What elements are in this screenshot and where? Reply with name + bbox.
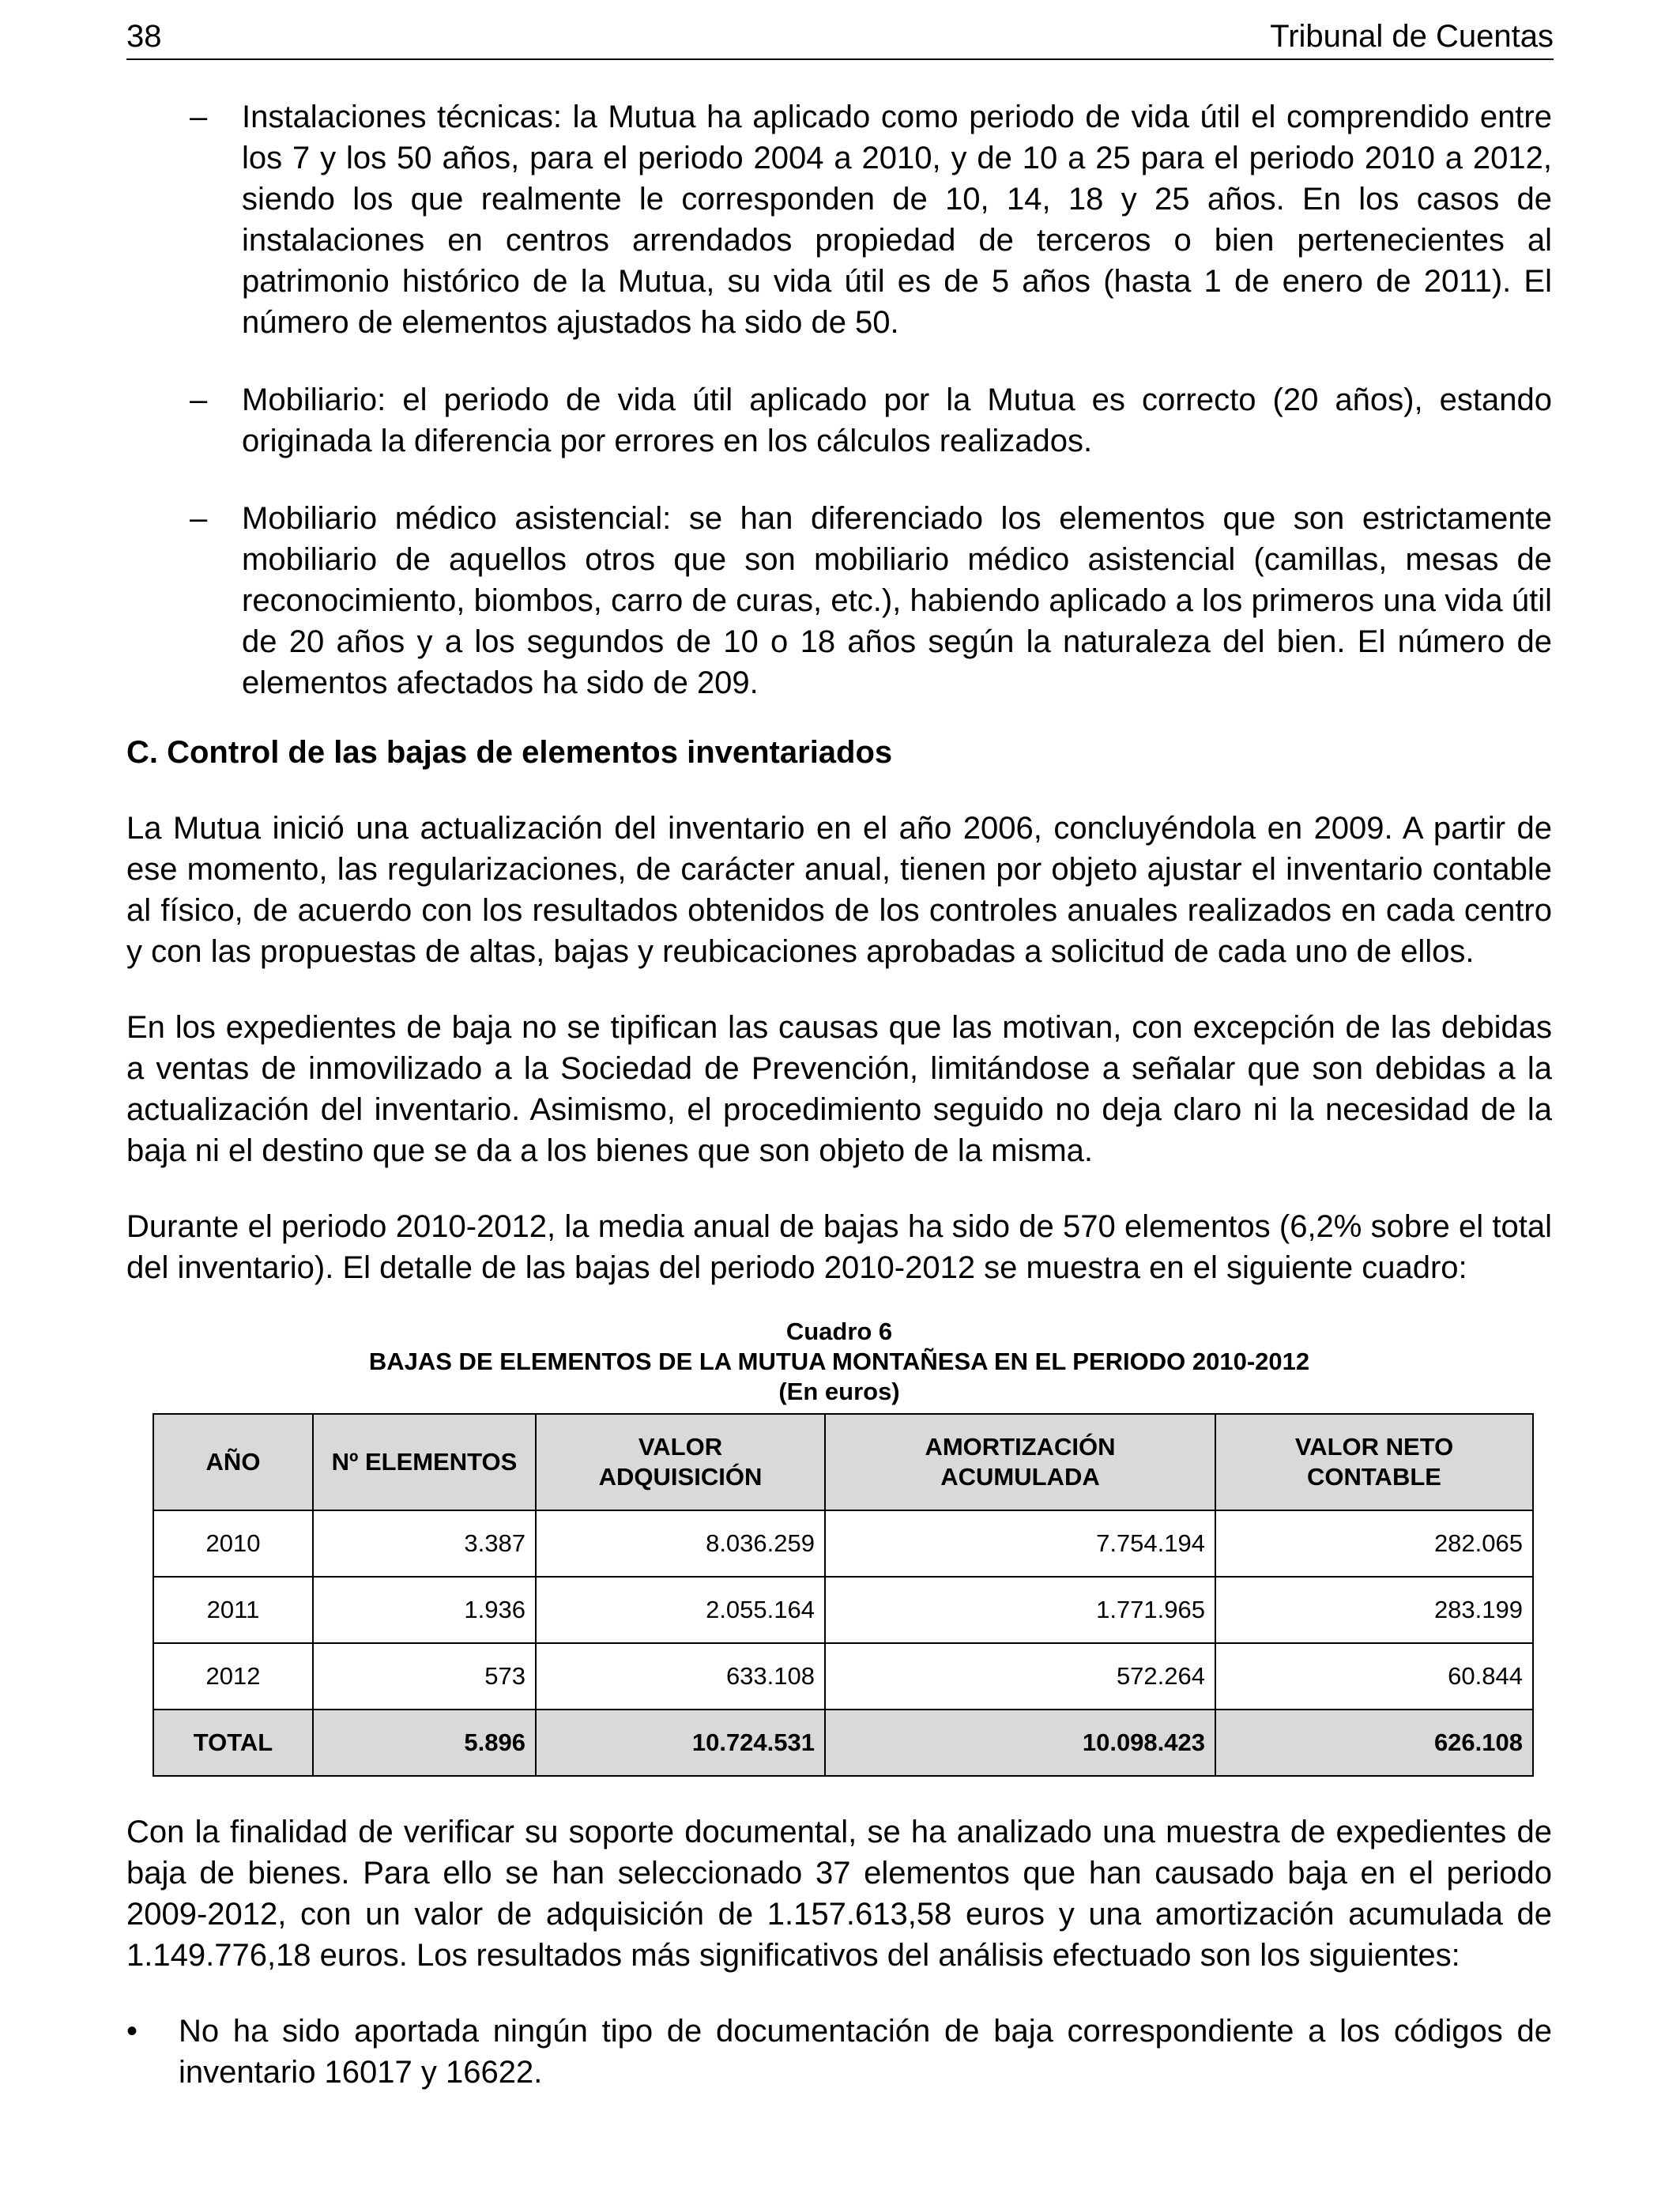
dash-list-item: [126, 379, 1552, 462]
header-amortization: AMORTIZACIÓN ACUMULADA: [825, 1414, 1215, 1510]
cell-acquisition: 8.036.259: [536, 1510, 825, 1577]
cell-year: 2010: [153, 1510, 313, 1577]
cell-amortization: 572.264: [825, 1643, 1215, 1710]
cell-total-label: TOTAL: [153, 1710, 313, 1776]
bajas-table: [153, 1413, 1534, 1777]
table-header-row: [153, 1414, 1533, 1510]
cell-year: 2011: [153, 1577, 313, 1643]
dash-list-item: [126, 498, 1552, 703]
table-row: [153, 1643, 1533, 1710]
header-elements: Nº ELEMENTOS: [313, 1414, 536, 1510]
bullet-marker: •: [126, 2014, 138, 2049]
dash-marker: –: [190, 501, 208, 536]
bullet-item-text: No ha sido aportada ningún tipo de documentación de baja correspondiente a los códigos de inventario 16017 y 16622.: [179, 2014, 1552, 2090]
dash-item-text: Mobiliario médico asistencial: se han diferenciado los elementos que son estrictamente mobiliario de aquellos otros que son mobiliario médico asistencial (camillas, mesas de reconocimiento, biombos, carro de curas, etc.), habiendo aplicado a los primeros una vida útil de 20 años y a los segundos de 10 o 18 años según la naturaleza del bien. El número de elementos afectados ha sido de 209.: [242, 501, 1552, 700]
cell-elements: 1.936: [313, 1577, 536, 1643]
table-total-row: [153, 1710, 1533, 1776]
cell-net-value: 283.199: [1215, 1577, 1533, 1643]
cell-acquisition: 633.108: [536, 1643, 825, 1710]
header-acquisition: VALOR ADQUISICIÓN: [536, 1414, 825, 1510]
cell-total-amortization: 10.098.423: [825, 1710, 1215, 1776]
cell-elements: 3.387: [313, 1510, 536, 1577]
page-header: [126, 17, 1554, 60]
page-number: 38: [126, 19, 162, 54]
dash-marker: –: [190, 100, 208, 134]
publisher-name: Tribunal de Cuentas: [1270, 19, 1554, 54]
paragraph: En los expedientes de baja no se tipifican las causas que las motivan, con excepción de las debidas a ventas de inmovilizado a la Sociedad de Prevención, limitándose a señalar que son debidas a la actualización del inventario. Asimismo, el procedimiento seguido no deja claro ni la necesidad de la baja ni el destino que se da a los bienes que son objeto de la misma.: [126, 1010, 1552, 1168]
header-net-value: VALOR NETO CONTABLE: [1215, 1414, 1533, 1510]
dash-marker: –: [190, 383, 208, 417]
cell-net-value: 60.844: [1215, 1643, 1533, 1710]
table-caption-title: BAJAS DE ELEMENTOS DE LA MUTUA MONTAÑESA EN EL PERIODO 2010-2012: [368, 1348, 1310, 1375]
dash-item-text: Mobiliario: el periodo de vida útil aplicado por la Mutua es correcto (20 años), estando originada la diferencia por errores en los cálculos realizados.: [242, 383, 1552, 458]
paragraph: La Mutua inició una actualización del inventario en el año 2006, concluyéndola en 2009. A partir de ese momento, las regularizaciones, de carácter anual, tienen por objeto ajustar el inventario contable al físico, de acuerdo con los resultados obtenidos de los controles anuales realizados en cada centro y con las propuestas de altas, bajas y reubicaciones aprobadas a solicitud de cada uno de ellos.: [126, 811, 1552, 969]
paragraph: Durante el periodo 2010-2012, la media anual de bajas ha sido de 570 elementos (6,2% sobre el total del inventario). El detalle de las bajas del periodo 2010-2012 se muestra en el siguiente cuadro:: [126, 1209, 1552, 1285]
cell-amortization: 7.754.194: [825, 1510, 1215, 1577]
page-body: [126, 96, 1552, 2093]
cell-acquisition: 2.055.164: [536, 1577, 825, 1643]
table-row: [153, 1510, 1533, 1577]
header-year: AÑO: [153, 1414, 313, 1510]
table-caption-units: (En euros): [778, 1378, 900, 1405]
bullet-list-item: [126, 2011, 1552, 2093]
cell-elements: 573: [313, 1643, 536, 1710]
dash-list-item: [126, 96, 1552, 343]
cell-total-net-value: 626.108: [1215, 1710, 1533, 1776]
paragraph: Con la finalidad de verificar su soporte documental, se ha analizado una muestra de expedientes de baja de bienes. Para ello se han seleccionado 37 elementos que han causado baja en el periodo 2009-2012, con un valor de adquisición de 1.157.613,58 euros y una amortización acumulada de 1.149.776,18 euros. Los resultados más significativos del análisis efectuado son los siguientes:: [126, 1815, 1552, 1973]
cell-year: 2012: [153, 1643, 313, 1710]
cell-total-elements: 5.896: [313, 1710, 536, 1776]
section-heading: C. Control de las bajas de elementos inventariados: [126, 735, 893, 770]
dash-item-text: Instalaciones técnicas: la Mutua ha aplicado como periodo de vida útil el comprendido entre los 7 y los 50 años, para el periodo 2004 a 2010, y de 10 a 25 para el periodo 2010 a 2012, siendo los que realmente le corresponden de 10, 14, 18 y 25 años. En los casos de instalaciones en centros arrendados propiedad de terceros o bien pertenecientes al patrimonio histórico de la Mutua, su vida útil es de 5 años (hasta 1 de enero de 2011). El número de elementos ajustados ha sido de 50.: [242, 100, 1552, 340]
table-caption-number: Cuadro 6: [785, 1318, 893, 1345]
table-caption: [126, 1317, 1552, 1407]
table-row: [153, 1577, 1533, 1643]
cell-net-value: 282.065: [1215, 1510, 1533, 1577]
cell-total-acquisition: 10.724.531: [536, 1710, 825, 1776]
cell-amortization: 1.771.965: [825, 1577, 1215, 1643]
